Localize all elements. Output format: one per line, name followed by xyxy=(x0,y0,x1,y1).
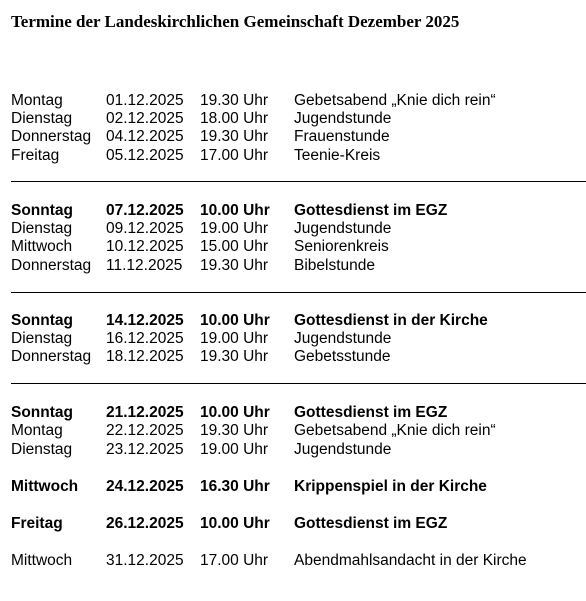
page-title: Termine der Landeskirchlichen Gemeinschaft Dezember 2025 xyxy=(11,12,460,31)
row-day: Dienstag xyxy=(11,330,73,347)
row-event: Gottesdienst im EGZ xyxy=(294,404,448,421)
row-time: 19.30 Uhr xyxy=(200,257,269,274)
row-date: 26.12.2025 xyxy=(106,515,184,532)
row-date: 18.12.2025 xyxy=(106,348,184,365)
row-event: Jugendstunde xyxy=(294,330,392,347)
schedule-row xyxy=(0,237,586,256)
row-time: 17.00 Uhr xyxy=(200,552,269,569)
schedule-row xyxy=(0,91,586,110)
schedule-row xyxy=(0,514,586,533)
row-time: 15.00 Uhr xyxy=(200,238,269,255)
row-day: Montag xyxy=(11,422,63,439)
row-day: Sonntag xyxy=(11,202,73,219)
row-time: 19.30 Uhr xyxy=(200,348,269,365)
row-event: Krippenspiel in der Kirche xyxy=(294,478,487,495)
row-date: 04.12.2025 xyxy=(106,128,184,145)
row-day: Mittwoch xyxy=(11,552,73,569)
schedule-row xyxy=(0,146,586,165)
row-event: Gebetsstunde xyxy=(294,348,391,365)
row-time: 19.00 Uhr xyxy=(200,441,269,458)
schedule-row xyxy=(0,109,586,128)
row-date: 16.12.2025 xyxy=(106,330,184,347)
row-day: Dienstag xyxy=(11,110,73,127)
schedule-row xyxy=(0,421,586,440)
row-event: Bibelstunde xyxy=(294,257,376,274)
schedule-row xyxy=(0,256,586,275)
row-time: 17.00 Uhr xyxy=(200,147,269,164)
row-time: 19.00 Uhr xyxy=(200,330,269,347)
row-day: Dienstag xyxy=(11,220,73,237)
row-event: Gebetsabend „Knie dich rein“ xyxy=(294,422,496,439)
row-time: 19.00 Uhr xyxy=(200,220,269,237)
row-day: Donnerstag xyxy=(11,257,92,274)
row-date: 10.12.2025 xyxy=(106,238,184,255)
row-date: 14.12.2025 xyxy=(106,312,184,329)
row-event: Abendmahlsandacht in der Kirche xyxy=(294,552,527,569)
row-date: 22.12.2025 xyxy=(106,422,184,439)
row-date: 24.12.2025 xyxy=(106,478,184,495)
row-event: Gottesdienst im EGZ xyxy=(294,202,448,219)
row-time: 19.30 Uhr xyxy=(200,422,269,439)
row-time: 10.00 Uhr xyxy=(200,202,270,219)
row-time: 10.00 Uhr xyxy=(200,404,270,421)
divider xyxy=(11,181,586,182)
row-time: 19.30 Uhr xyxy=(200,92,269,109)
row-time: 19.30 Uhr xyxy=(200,128,269,145)
row-day: Montag xyxy=(11,92,63,109)
row-day: Mittwoch xyxy=(11,238,73,255)
row-date: 23.12.2025 xyxy=(106,441,184,458)
row-event: Jugendstunde xyxy=(294,110,392,127)
schedule-row xyxy=(0,551,586,570)
schedule-row xyxy=(0,311,586,330)
row-event: Jugendstunde xyxy=(294,441,392,458)
row-date: 31.12.2025 xyxy=(106,552,184,569)
schedule-row xyxy=(0,347,586,366)
row-day: Dienstag xyxy=(11,441,73,458)
schedule-row xyxy=(0,440,586,459)
row-day: Freitag xyxy=(11,147,60,164)
row-day: Donnerstag xyxy=(11,128,92,145)
schedule-row xyxy=(0,127,586,146)
divider xyxy=(11,383,586,384)
row-date: 02.12.2025 xyxy=(106,110,184,127)
row-time: 18.00 Uhr xyxy=(200,110,269,127)
row-event: Seniorenkreis xyxy=(294,238,389,255)
row-event: Frauenstunde xyxy=(294,128,390,145)
row-date: 01.12.2025 xyxy=(106,92,184,109)
row-event: Jugendstunde xyxy=(294,220,392,237)
row-event: Gebetsabend „Knie dich rein“ xyxy=(294,92,496,109)
row-day: Mittwoch xyxy=(11,478,79,495)
row-time: 10.00 Uhr xyxy=(200,515,270,532)
row-date: 21.12.2025 xyxy=(106,404,184,421)
schedule-row xyxy=(0,219,586,238)
row-date: 05.12.2025 xyxy=(106,147,184,164)
schedule-row xyxy=(0,477,586,496)
row-event: Gottesdienst im EGZ xyxy=(294,515,448,532)
row-day: Donnerstag xyxy=(11,348,92,365)
row-day: Sonntag xyxy=(11,404,73,421)
schedule-row xyxy=(0,329,586,348)
schedule-row xyxy=(0,403,586,422)
row-date: 07.12.2025 xyxy=(106,202,184,219)
row-date: 11.12.2025 xyxy=(106,257,183,274)
row-time: 10.00 Uhr xyxy=(200,312,270,329)
divider xyxy=(11,292,586,293)
row-date: 09.12.2025 xyxy=(106,220,184,237)
row-event: Teenie-Kreis xyxy=(294,147,381,164)
row-event: Gottesdienst in der Kirche xyxy=(294,312,488,329)
schedule-row xyxy=(0,201,586,220)
row-day: Freitag xyxy=(11,515,63,532)
row-time: 16.30 Uhr xyxy=(200,478,270,495)
row-day: Sonntag xyxy=(11,312,73,329)
